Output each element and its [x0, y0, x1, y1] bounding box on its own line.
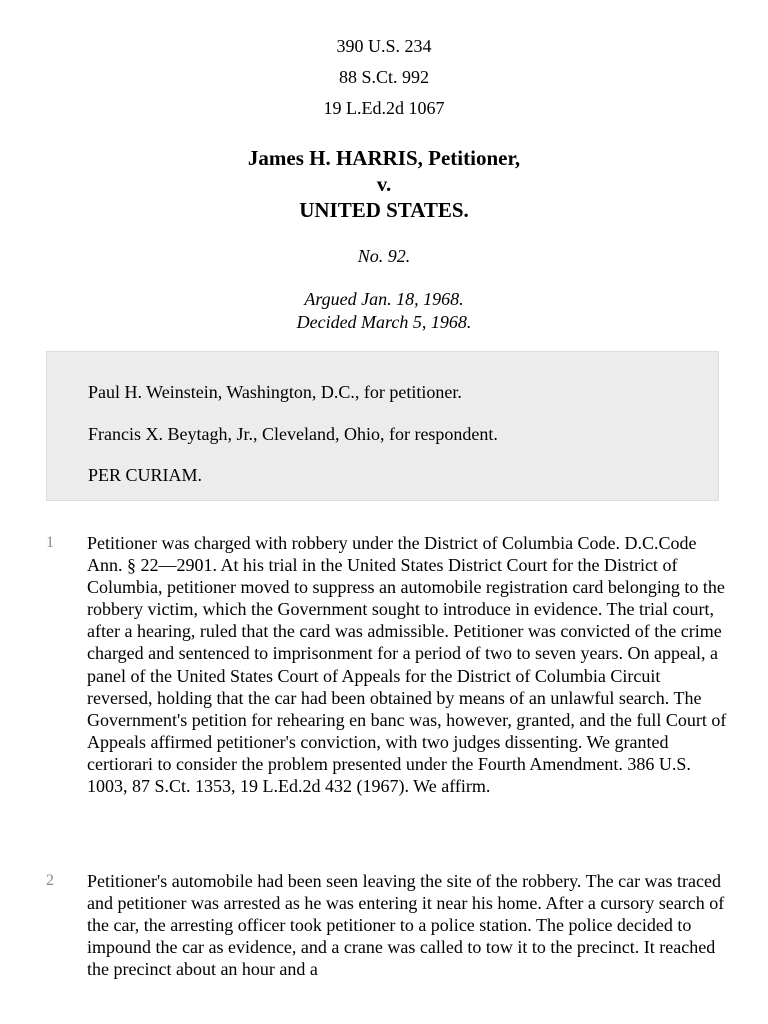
per-curiam-label: PER CURIAM.	[88, 465, 203, 485]
case-title	[0, 145, 768, 223]
argued-date: Argued Jan. 18, 1968.	[304, 289, 464, 309]
case-dates	[0, 288, 768, 334]
paragraph-text: Petitioner's automobile had been seen leaving the site of the robbery. The car was traced and petitioner was arrested as he was entering it near his home. After a cursory search of the car, the arresting officer took petitioner to a police station. The police decided to impound the car as evidence, and a crane was called to tow it to the precinct. It reached the precinct about an hour and a	[87, 871, 725, 980]
docket-number: No. 92.	[357, 246, 411, 266]
citation-block	[0, 34, 768, 127]
citation-sct: 88 S.Ct. 992	[338, 67, 430, 87]
case-title-petitioner: James H. HARRIS, Petitioner,	[247, 146, 521, 170]
citation-us: 390 U.S. 234	[336, 36, 432, 56]
paragraph-text: Petitioner was charged with robbery under the District of Columbia Code. D.C.Code Ann. § 22—2901. At his trial in the United States District Court for the District of Columbia, petitioner moved to suppress an automobile registration card belonging to the robbery victim, which the Government sought to introduce in evidence. The trial court, after a hearing, ruled that the card was admissible. Petitioner was convicted of the crime charged and sentenced to imprisonment for a period of two to seven years. On appeal, a panel of the United States Court of Appeals for the District of Columbia Circuit reversed, holding that the car had been obtained by means of an unlawful search. The Government's petition for rehearing en banc was, however, granted, and the full Court of Appeals affirmed petitioner's conviction, with two judges dissenting. We granted certiorari to consider the problem presented under the Fourth Amendment. 386 U.S. 1003, 87 S.Ct. 1353, 19 L.Ed.2d 432 (1967). We affirm.	[87, 533, 727, 797]
counsel-petitioner: Paul H. Weinstein, Washington, D.C., for petitioner.	[88, 382, 462, 402]
citation-led: 19 L.Ed.2d 1067	[323, 98, 445, 118]
case-title-respondent: UNITED STATES.	[299, 198, 469, 222]
paragraph-number: 2	[46, 872, 54, 889]
counsel-box	[46, 351, 719, 501]
counsel-respondent: Francis X. Beytagh, Jr., Cleveland, Ohio, for respondent.	[88, 424, 498, 444]
case-title-versus: v.	[376, 172, 392, 196]
decided-date: Decided March 5, 1968.	[296, 312, 472, 332]
paragraph-number: 1	[46, 534, 54, 551]
